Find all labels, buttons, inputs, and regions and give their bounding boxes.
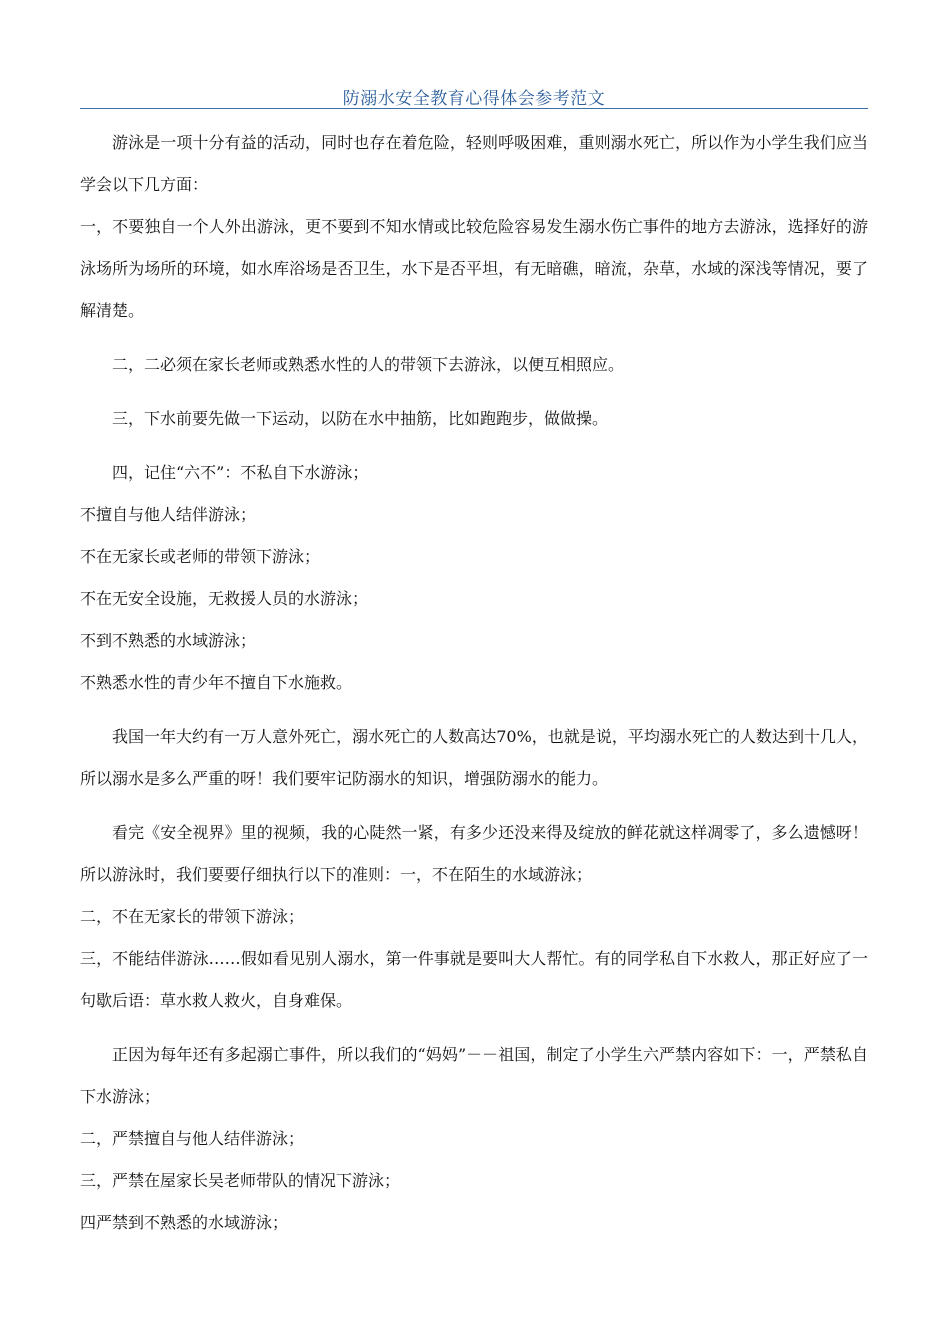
document-title: 防溺水安全教育心得体会参考范文 [342,89,606,109]
paragraph: 四严禁到不熟悉的水域游泳； [80,1213,289,1232]
paragraph: 正因为每年还有多起溺亡事件，所以我们的“妈妈”－－祖国，制定了小学生六严禁内容如下：一，严禁私自下水游泳； [80,1045,868,1106]
paragraph: 不到不熟悉的水域游泳； [80,631,257,650]
paragraph: 一，不要独自一个人外出游泳，更不要到不知水情或比较危险容易发生溺水伤亡事件的地方去游泳，选择好的游泳场所为场所的环境，如水库浴场是否卫生，水下是否平坦，有无暗礁，暗流，杂草，水域的深浅等情况，要了解清楚。 [80,217,868,320]
paragraph: 三，不能结伴游泳……假如看见别人溺水，第一件事就是要叫大人帮忙。有的同学私自下水救人，那正好应了一句歇后语：草水救人救火，自身难保。 [80,949,868,1010]
paragraph: 二，二必须在家长老师或熟悉水性的人的带领下去游泳，以便互相照应。 [112,355,625,374]
paragraph: 二，严禁擅自与他人结伴游泳； [80,1129,305,1148]
paragraph: 三，下水前要先做一下运动，以防在水中抽筋，比如跑跑步，做做操。 [112,409,609,428]
title-divider [80,108,868,109]
paragraph: 不熟悉水性的青少年不擅自下水施救。 [80,673,353,692]
document-body [80,122,868,1244]
paragraph: 不在无家长或老师的带领下游泳； [80,547,321,566]
paragraph: 游泳是一项十分有益的活动，同时也存在着危险，轻则呼吸困难，重则溺水死亡，所以作为小学生我们应当学会以下几方面： [80,133,868,194]
paragraph: 我国一年大约有一万人意外死亡，溺水死亡的人数高达70%，也就是说，平均溺水死亡的人数达到十几人，所以溺水是多么严重的呀！我们要牢记防溺水的知识，增强防溺水的能力。 [80,727,868,788]
paragraph: 不在无安全设施，无救援人员的水游泳； [80,589,369,608]
paragraph: 不擅自与他人结伴游泳； [80,505,257,524]
paragraph: 三，严禁在屋家长吴老师带队的情况下游泳； [80,1171,401,1190]
paragraph: 二，不在无家长的带领下游泳； [80,907,305,926]
paragraph: 看完《安全视界》里的视频，我的心陡然一紧，有多少还没来得及绽放的鲜花就这样凋零了，多么遗憾呀！所以游泳时，我们要要仔细执行以下的准则：一，不在陌生的水域游泳； [80,823,868,884]
paragraph: 四，记住“六不”：不私自下水游泳； [112,463,369,482]
